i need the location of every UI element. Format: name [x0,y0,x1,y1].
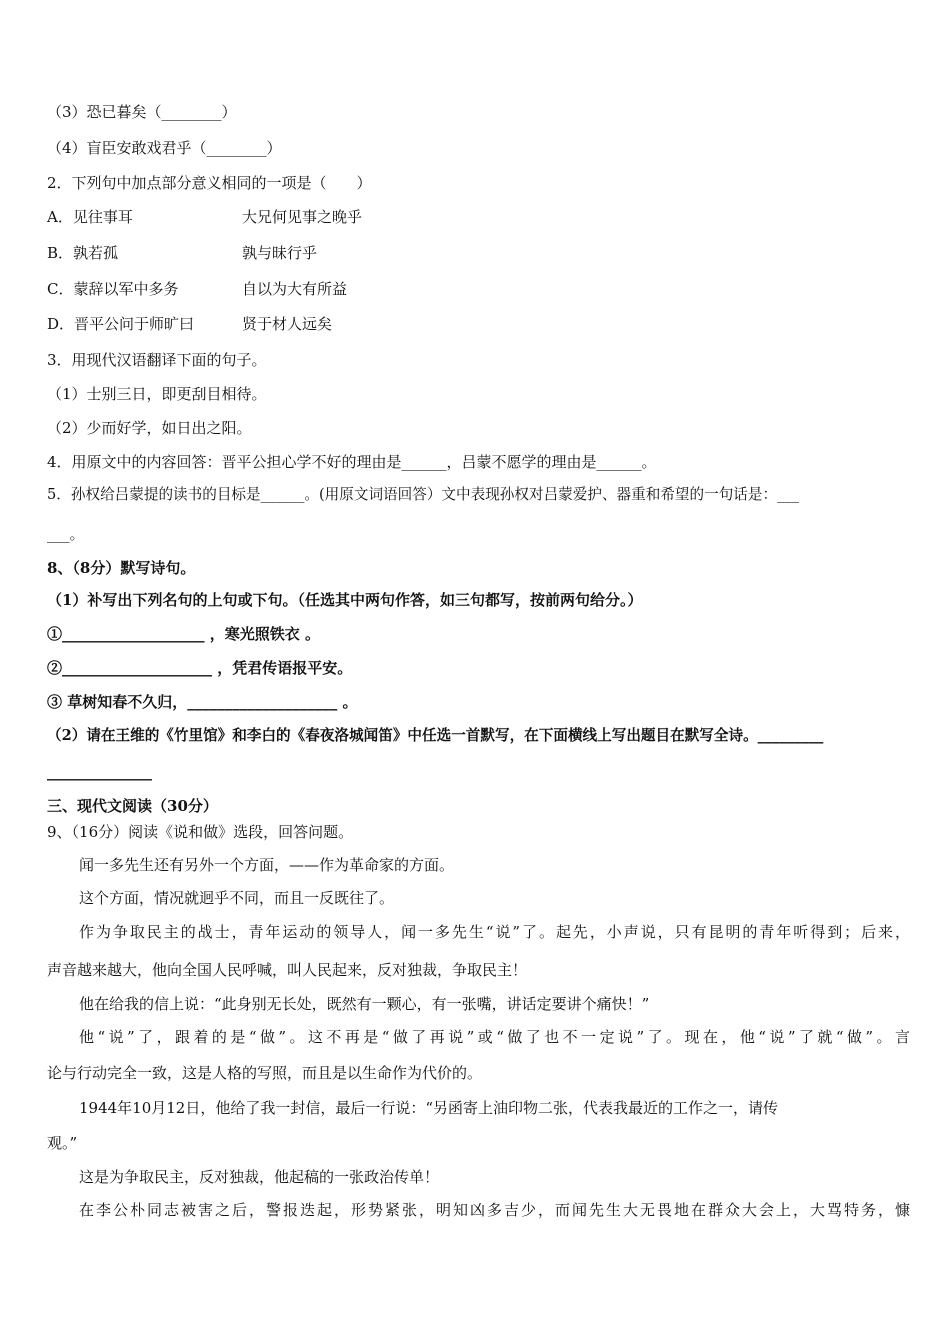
item-3: （3）恐已暮矣（________） [47,103,237,121]
item-4: （4）盲臣安敢戏君乎（________） [47,139,282,157]
question-4: 4．用原文中的内容回答：晋平公担心学不好的理由是______，吕蒙不愿学的理由是______。 [47,453,657,471]
poem-blank-line-3: ③ 草树知春不久归，____________________ 。 [47,693,358,711]
question-8-sub-1: （1）补写出下列名句的上句或下句。（任选其中两句作答，如三句都写，按前两句给分。） [47,591,643,609]
question-2-option-b [47,243,910,263]
answer-blank-next-line: ______________ [47,763,152,781]
option-d-pair: 贤于材人远矣 [242,315,333,333]
option-d-label: D．晋平公问于师旷曰 [47,315,195,333]
passage-paragraph: 声音越来越大，他向全国人民呼喊，叫人民起来，反对独裁，争取民主！ [47,961,528,979]
passage-paragraph: 作为争取民主的战士，青年运动的领导人，闻一多先生“说”了。起先，小声说，只有昆明的青年听得到；后来， [79,923,910,941]
passage-paragraph: 他在给我的信上说：“此身别无长处，既然有一颗心，有一张嘴，讲话定要讲个痛快！” [79,995,650,1013]
question-8-heading: 8、（8分）默写诗句。 [47,559,196,577]
answer-blank-end: _________ [757,727,824,744]
question-2-option-a [47,207,910,227]
option-c-pair: 自以为大有所益 [242,280,348,298]
question-8-sub-2-text: （2）请在王维的《竹里馆》和李白的《春夜洛城闻笛》中任选一首默写，在下面横线上写出题目在默写全诗。 [47,727,758,744]
passage-paragraph: 这是为争取民主，反对独裁，他起稿的一张政治传单！ [79,1168,440,1186]
question-5-line-1: 5．孙权给吕蒙提的读书的目标是______。(用原文词语回答）文中表现孙权对吕蒙爱护、器重和希望的一句话是：___ [47,486,799,503]
question-2-option-c [47,279,910,299]
question-3-stem: 3．用现代汉语翻译下面的句子。 [47,351,267,369]
question-3-sentence-1: （1）士别三日，即更刮目相待。 [47,385,267,403]
question-5-line-2: ___。 [47,525,85,543]
passage-paragraph: 他“说”了，跟着的是“做”。这不再是“做了再说”或“做了也不一定说”了。现在，他“说”了就“做”。言 [79,1028,910,1046]
question-8-sub-2 [47,726,910,746]
passage-paragraph: 1944年10月12日，他给了我一封信，最后一行说：“另函寄上油印物二张，代表我最近的工作之一，请传 [79,1099,779,1117]
passage-paragraph: 这个方面，情况就迥乎不同，而且一反既往了。 [79,889,395,907]
option-a-label: A．见往事耳 [47,208,133,226]
passage-paragraph: 观。” [47,1134,78,1152]
poem-blank-line-1: ①___________________ ，寒光照铁衣 。 [47,625,320,643]
poem-blank-line-2: ②____________________ ，凭君传语报平安。 [47,659,353,677]
question-2-stem: 2．下列句中加点部分意义相同的一项是（ ） [47,174,372,192]
question-9-heading: 9、（16分）阅读《说和做》选段，回答问题。 [47,823,354,841]
passage-paragraph: 在李公朴同志被害之后，警报迭起，形势紧张，明知凶多吉少，而闻先生大无畏地在群众大会上，大骂特务，慷 [79,1201,910,1219]
section-3-heading: 三、现代文阅读（30分） [47,797,218,815]
option-a-pair: 大兄何见事之晚乎 [242,208,363,226]
option-c-label: C．蒙辞以军中多务 [47,280,179,298]
option-b-label: B．孰若孤 [47,244,119,262]
question-3-sentence-2: （2）少而好学，如日出之阳。 [47,419,252,437]
passage-paragraph: 闻一多先生还有另外一个方面，——作为革命家的方面。 [79,856,455,874]
option-b-pair: 孰与昧行乎 [242,244,318,262]
passage-paragraph: 论与行动完全一致，这是人格的写照，而且是以生命作为代价的。 [47,1064,483,1082]
question-2-option-d [47,314,910,334]
